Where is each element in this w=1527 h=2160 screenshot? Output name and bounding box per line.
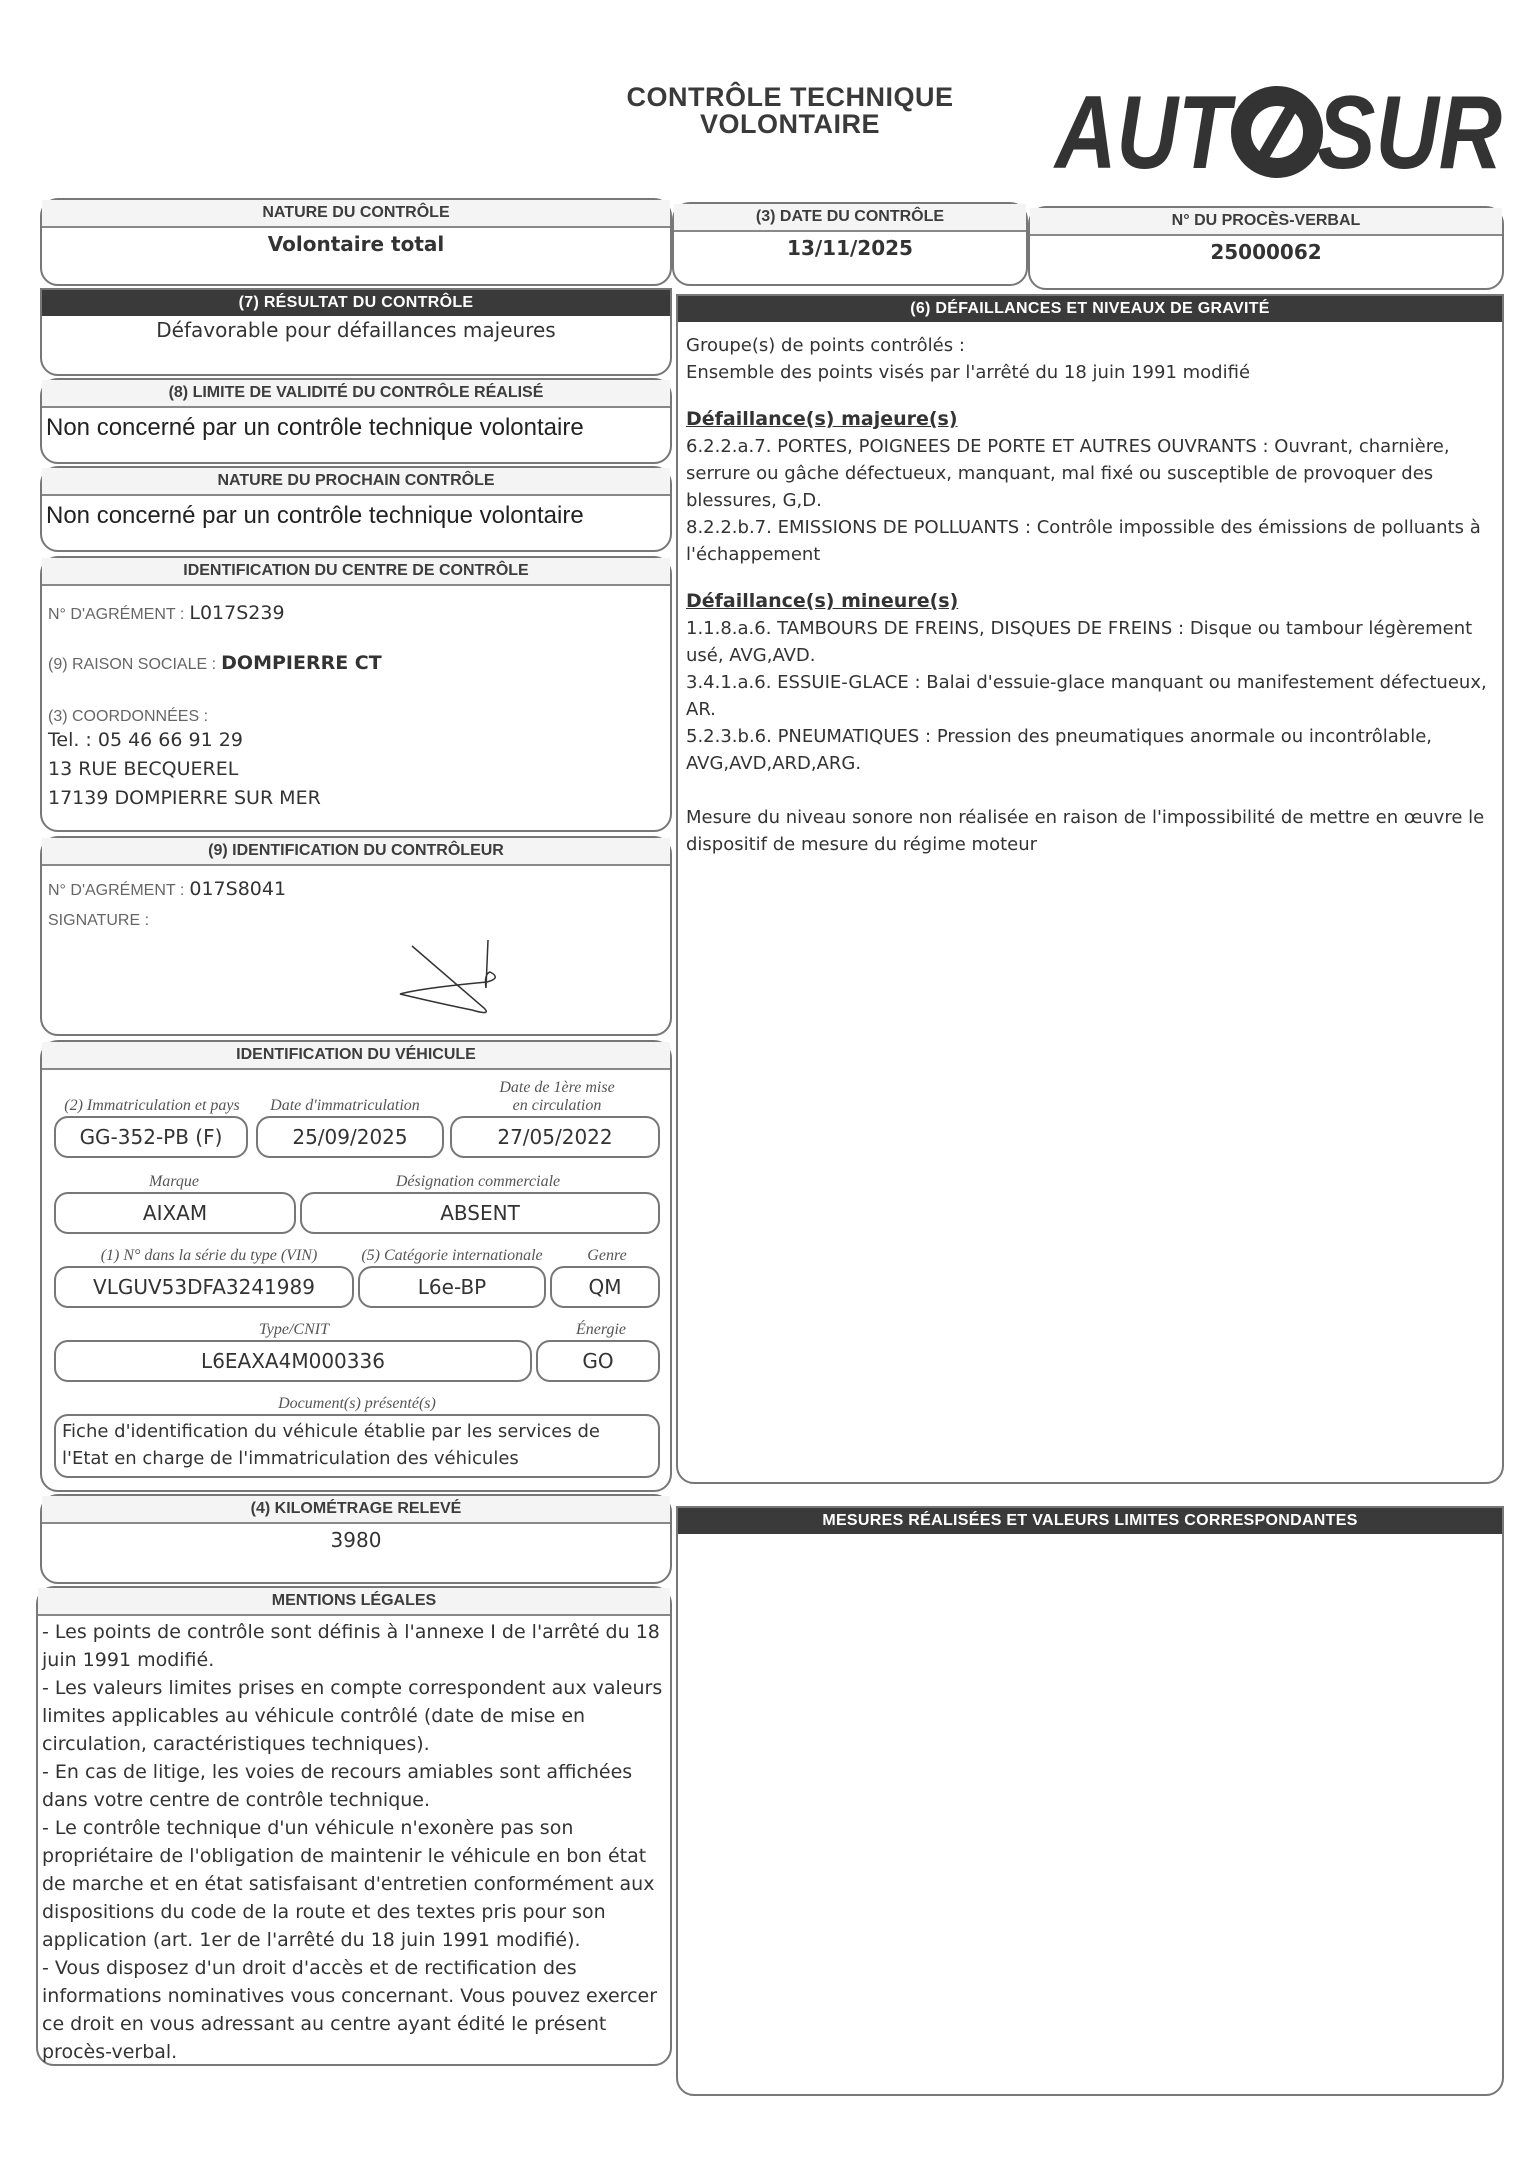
genre-field: QM: [550, 1266, 660, 1308]
categorie-label: (5) Catégorie internationale: [361, 1247, 543, 1264]
proces-verbal-label: N° DU PROCÈS-VERBAL: [1030, 208, 1502, 236]
centre-raison-label: (9) RAISON SOCIALE :: [48, 656, 217, 673]
autosur-logo-icon: [1052, 75, 1505, 191]
designation-label: Désignation commerciale: [395, 1173, 561, 1190]
centre-agrement-label: N° D'AGRÉMENT :: [48, 606, 185, 623]
controleur-label: (9) IDENTIFICATION DU CONTRÔLEUR: [42, 838, 670, 866]
resultat-box: [40, 288, 672, 376]
resultat-value: Défavorable pour défaillances majeures: [156, 318, 556, 342]
designation-field: ABSENT: [300, 1192, 660, 1234]
document-title: [560, 84, 1020, 138]
centre-box: [40, 556, 672, 832]
majeure-item: 6.2.2.a.7. PORTES, POIGNEES DE PORTE ET AUTRES OUVRANTS : Ouvrant, charnière, serrure ou gâche défectueux, manquant, mal fixé ou susceptible de provoquer des blessures, G,D.: [686, 436, 1450, 511]
centre-label: IDENTIFICATION DU CENTRE DE CONTRÔLE: [42, 558, 670, 586]
date-immat-field: 25/09/2025: [256, 1116, 444, 1158]
immat-label: (2) Immatriculation et pays: [64, 1097, 240, 1114]
prochain-controle-value: Non concerné par un contrôle technique volontaire: [46, 502, 584, 529]
documents-field: Fiche d'identification du véhicule établie par les services de l'Etat en charge de l'immatriculation des véhicules: [54, 1414, 660, 1478]
mineure-item: 3.4.1.a.6. ESSUIE-GLACE : Balai d'essuie-glace manquant ou manifestement défectueux, AR.: [686, 672, 1487, 720]
date-controle-box: [672, 202, 1028, 286]
mentions-label: MENTIONS LÉGALES: [38, 1588, 670, 1616]
title-line-1: CONTRÔLE TECHNIQUE: [626, 82, 954, 112]
date-1ere-field: 27/05/2022: [450, 1116, 660, 1158]
vin-label: (1) N° dans la série du type (VIN): [100, 1247, 318, 1264]
svg-text:SUR: SUR: [1317, 75, 1502, 191]
centre-agrement-value: L017S239: [189, 602, 285, 624]
kilometrage-label: (4) KILOMÉTRAGE RELEVÉ: [42, 1496, 670, 1524]
centre-address-1: 13 RUE BECQUEREL: [48, 758, 239, 780]
centre-address-2: 17139 DOMPIERRE SUR MER: [48, 787, 321, 809]
vehicule-label: IDENTIFICATION DU VÉHICULE: [42, 1042, 670, 1070]
kilometrage-box: [40, 1494, 672, 1584]
signature-label: SIGNATURE :: [48, 912, 150, 929]
defaillances-label: (6) DÉFAILLANCES ET NIVEAUX DE GRAVITÉ: [678, 296, 1502, 322]
marque-field: AIXAM: [54, 1192, 296, 1234]
centre-tel: Tel. : 05 46 66 91 29: [48, 729, 243, 751]
proces-verbal-value: 25000062: [1210, 240, 1322, 264]
sound-measure-note: Mesure du niveau sonore non réalisée en raison de l'impossibilité de mettre en œuvre le dispositif de mesure du régime moteur: [686, 807, 1485, 855]
centre-coord-label: (3) COORDONNÉES :: [48, 708, 209, 725]
genre-label: Genre: [587, 1247, 627, 1264]
type-label: Type/CNIT: [259, 1321, 329, 1338]
date-1ere-label-2: en circulation: [512, 1097, 602, 1114]
date-1ere-label-1: Date de 1ère mise: [499, 1079, 615, 1096]
immat-field: GG-352-PB (F): [54, 1116, 248, 1158]
autosur-logo: [1052, 75, 1505, 191]
date-controle-value: 13/11/2025: [787, 236, 913, 260]
mineures-title: Défaillance(s) mineure(s): [686, 590, 959, 612]
nature-controle-value: Volontaire total: [267, 232, 445, 256]
defaillances-box: [676, 294, 1504, 1484]
marque-label: Marque: [148, 1173, 200, 1190]
documents-label: Document(s) présenté(s): [278, 1395, 436, 1412]
proces-verbal-box: [1028, 206, 1504, 290]
nature-controle-box: [40, 198, 672, 286]
limite-validite-label: (8) LIMITE DE VALIDITÉ DU CONTRÔLE RÉALISÉ: [42, 380, 670, 408]
mineure-item: 5.2.3.b.6. PNEUMATIQUES : Pression des pneumatiques anormale ou incontrôlable, AVG,AVD,ARD,ARG.: [686, 726, 1432, 774]
groupe-label: Groupe(s) de points contrôlés :: [686, 335, 965, 356]
vehicule-box: [40, 1040, 672, 1492]
date-controle-label: (3) DATE DU CONTRÔLE: [674, 204, 1026, 232]
nature-controle-label: NATURE DU CONTRÔLE: [42, 200, 670, 228]
date-immat-label: Date d'immatriculation: [270, 1097, 420, 1114]
energie-field: GO: [536, 1340, 660, 1382]
svg-text:AUT: AUT: [1052, 75, 1237, 191]
mentions-box: [36, 1586, 672, 2066]
mesures-box: [676, 1506, 1504, 2096]
mineure-item: 1.1.8.a.6. TAMBOURS DE FREINS, DISQUES DE FREINS : Disque ou tambour légèrement usé, AVG,AVD.: [686, 618, 1473, 666]
controleur-agrement-value: 017S8041: [189, 878, 287, 900]
vin-field: VLGUV53DFA3241989: [54, 1266, 354, 1308]
controleur-box: [40, 836, 672, 1036]
mesures-label: MESURES RÉALISÉES ET VALEURS LIMITES CORRESPONDANTES: [678, 1508, 1502, 1534]
kilometrage-value: 3980: [330, 1528, 382, 1552]
title-line-2: VOLONTAIRE: [700, 109, 880, 139]
prochain-controle-box: [40, 466, 672, 552]
mentions-text: - Les points de contrôle sont définis à l'annexe I de l'arrêté du 18 juin 1991 modifié. - Les valeurs limites prises en compte correspondent aux valeurs limites applicables au véhicule contrôlé (date de mise en circulation, caractéristiques techniques). - En cas de litige, les voies de recours amiables sont affichées dans votre centre de contrôle technique. - Le contrôle technique d'un véhicule n'exonère pas son propriétaire de l'obligation de maintenir le véhicule en bon état de marche et en état satisfaisant d'entretien conformément aux dispositions du code de la route et des textes pris pour son application (art. 1er de l'arrêté du 18 juin 1991 modifié). - Vous disposez d'un droit d'accès et de rectification des informations nominatives vous concernant. Vous pouvez exercer ce droit en vous adressant au centre ayant édité le présent procès-verbal.: [42, 1621, 663, 2063]
categorie-field: L6e-BP: [358, 1266, 546, 1308]
majeure-item: 8.2.2.b.7. EMISSIONS DE POLLUANTS : Contrôle impossible des émissions de polluants à l'échappement: [686, 517, 1481, 565]
majeures-title: Défaillance(s) majeure(s): [686, 408, 958, 430]
limite-validite-value: Non concerné par un contrôle technique volontaire: [46, 414, 584, 441]
limite-validite-box: [40, 378, 672, 464]
centre-raison-value: DOMPIERRE CT: [221, 652, 382, 674]
controleur-agrement-label: N° D'AGRÉMENT :: [48, 882, 185, 899]
prochain-controle-label: NATURE DU PROCHAIN CONTRÔLE: [42, 468, 670, 496]
type-field: L6EAXA4M000336: [54, 1340, 532, 1382]
signature-icon: [392, 938, 522, 1018]
groupe-value: Ensemble des points visés par l'arrêté du 18 juin 1991 modifié: [686, 362, 1251, 383]
energie-label: Énergie: [575, 1321, 627, 1338]
resultat-label: (7) RÉSULTAT DU CONTRÔLE: [42, 290, 670, 316]
